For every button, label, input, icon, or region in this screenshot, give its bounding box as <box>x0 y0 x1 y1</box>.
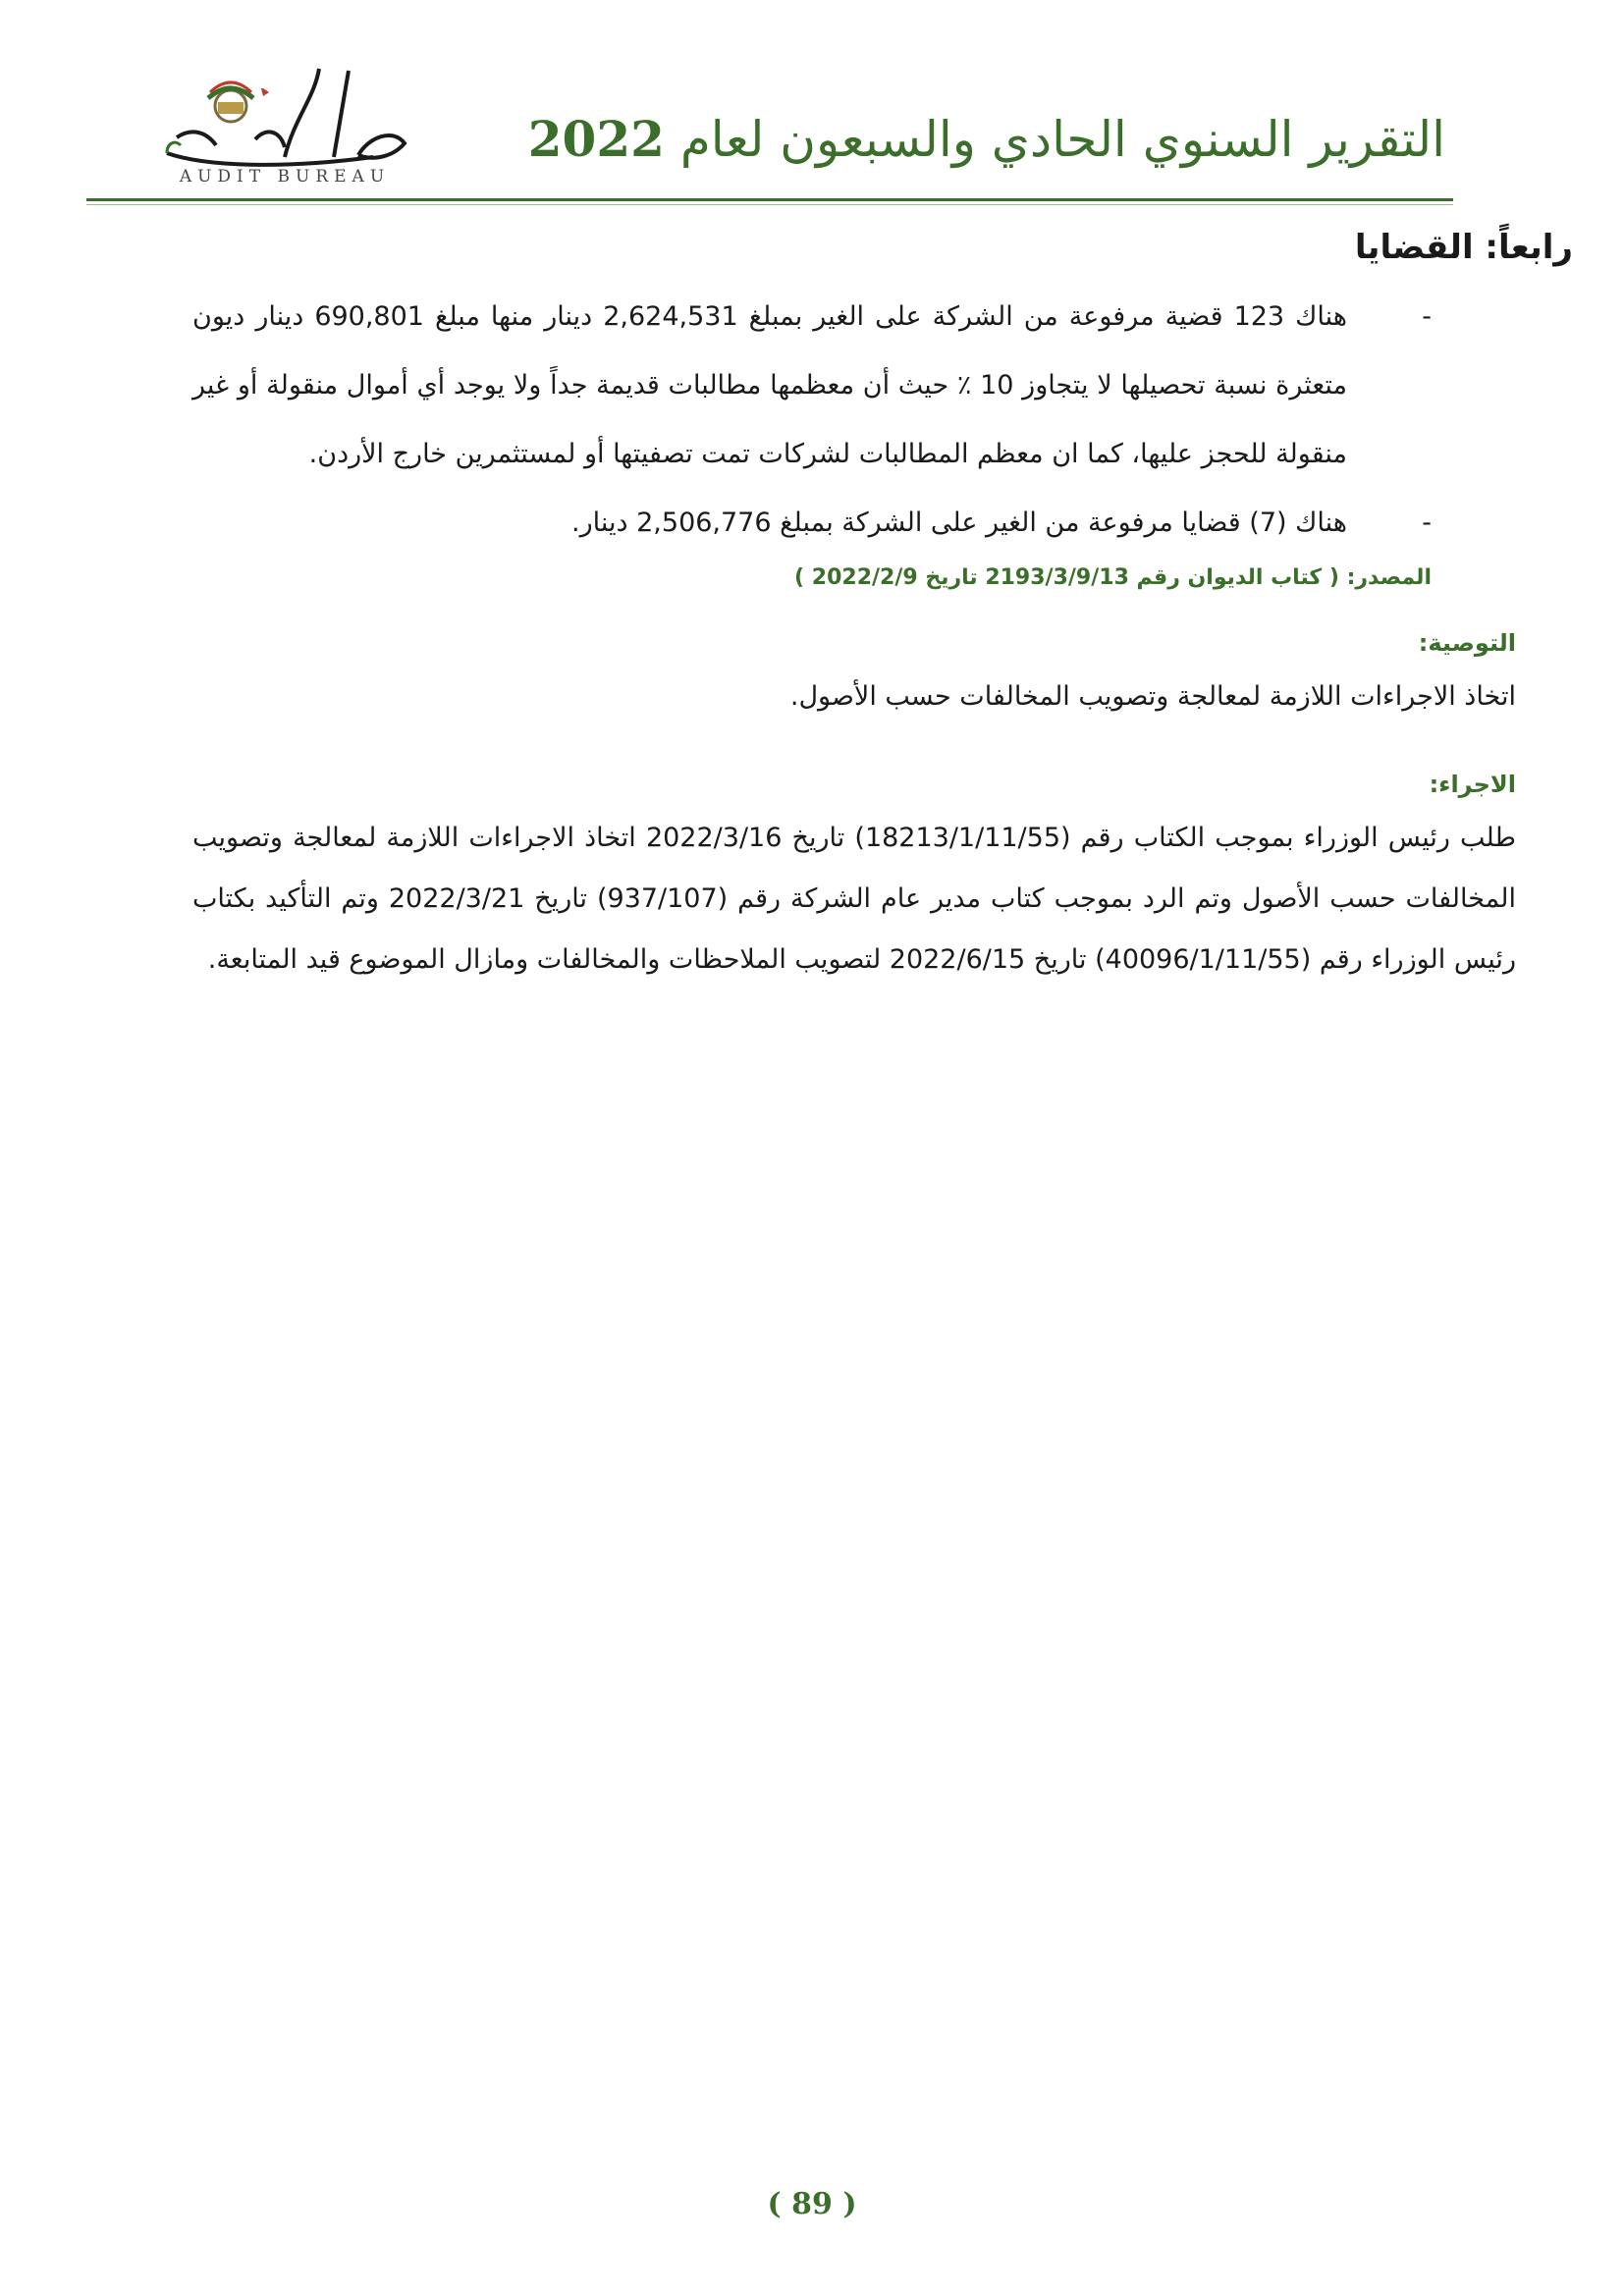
recommendation-heading: التوصية: <box>1418 629 1516 657</box>
section-heading: رابعاً: القضايا <box>1354 228 1573 267</box>
logo-subtitle: AUDIT BUREAU <box>179 167 391 187</box>
list-item-text: هناك 123 قضية مرفوعة من الشركة على الغير بمبلغ 2,624,531 دينار منها مبلغ 690,801 دينار ديون متعثرة نسبة تحصيلها لا يتجاوز 10 ٪ حيث أن معظمها مطالبات قديمة جداً ولا يوجد أي أموال منقولة أو غير منقولة للحجز عليها، كما ان معظم المطالبات لشركات تمت تصفيتها أو لمستثمرين خارج الأردن. <box>192 301 1347 469</box>
cases-list <box>192 283 1432 558</box>
report-year: 2022 <box>527 110 665 168</box>
action-text: طلب رئيس الوزراء بموجب الكتاب رقم (18213/1/11/55) تاريخ 2022/3/16 اتخاذ الاجراءات اللازمة لمعالجة وتصويب المخالفات حسب الأصول وتم الرد بموجب كتاب مدير عام الشركة رقم (937/107) تاريخ 2022/3/21 وتم التأكيد بكتاب رئيس الوزراء رقم (40096/1/11/55) تاريخ 2022/6/15 لتصويب الملاحظات والمخالفات ومازال الموضوع قيد المتابعة. <box>192 823 1517 975</box>
recommendation-text: اتخاذ الاجراءات اللازمة لمعالجة وتصويب المخالفات حسب الأصول. <box>789 681 1516 712</box>
page-number: ( 89 ) <box>767 2187 857 2221</box>
list-item <box>192 489 1432 558</box>
report-title <box>528 110 1445 168</box>
main-content <box>192 228 1573 990</box>
header-divider <box>86 198 1453 201</box>
list-item-text: هناك (7) قضايا مرفوعة من الغير على الشركة بمبلغ 2,506,776 دينار. <box>571 507 1347 538</box>
source-citation: المصدر: ( كتاب الديوان رقم 2193/3/9/13 تاريخ 2022/2/9 ) <box>794 565 1432 590</box>
list-item <box>192 283 1432 489</box>
action-heading: الاجراء: <box>1429 771 1516 798</box>
bullet-dash: - <box>1422 301 1432 332</box>
report-title-text: التقرير السنوي الحادي والسبعون لعام <box>679 111 1445 168</box>
bullet-dash: - <box>1422 507 1432 538</box>
header-divider-thin <box>86 204 1453 205</box>
